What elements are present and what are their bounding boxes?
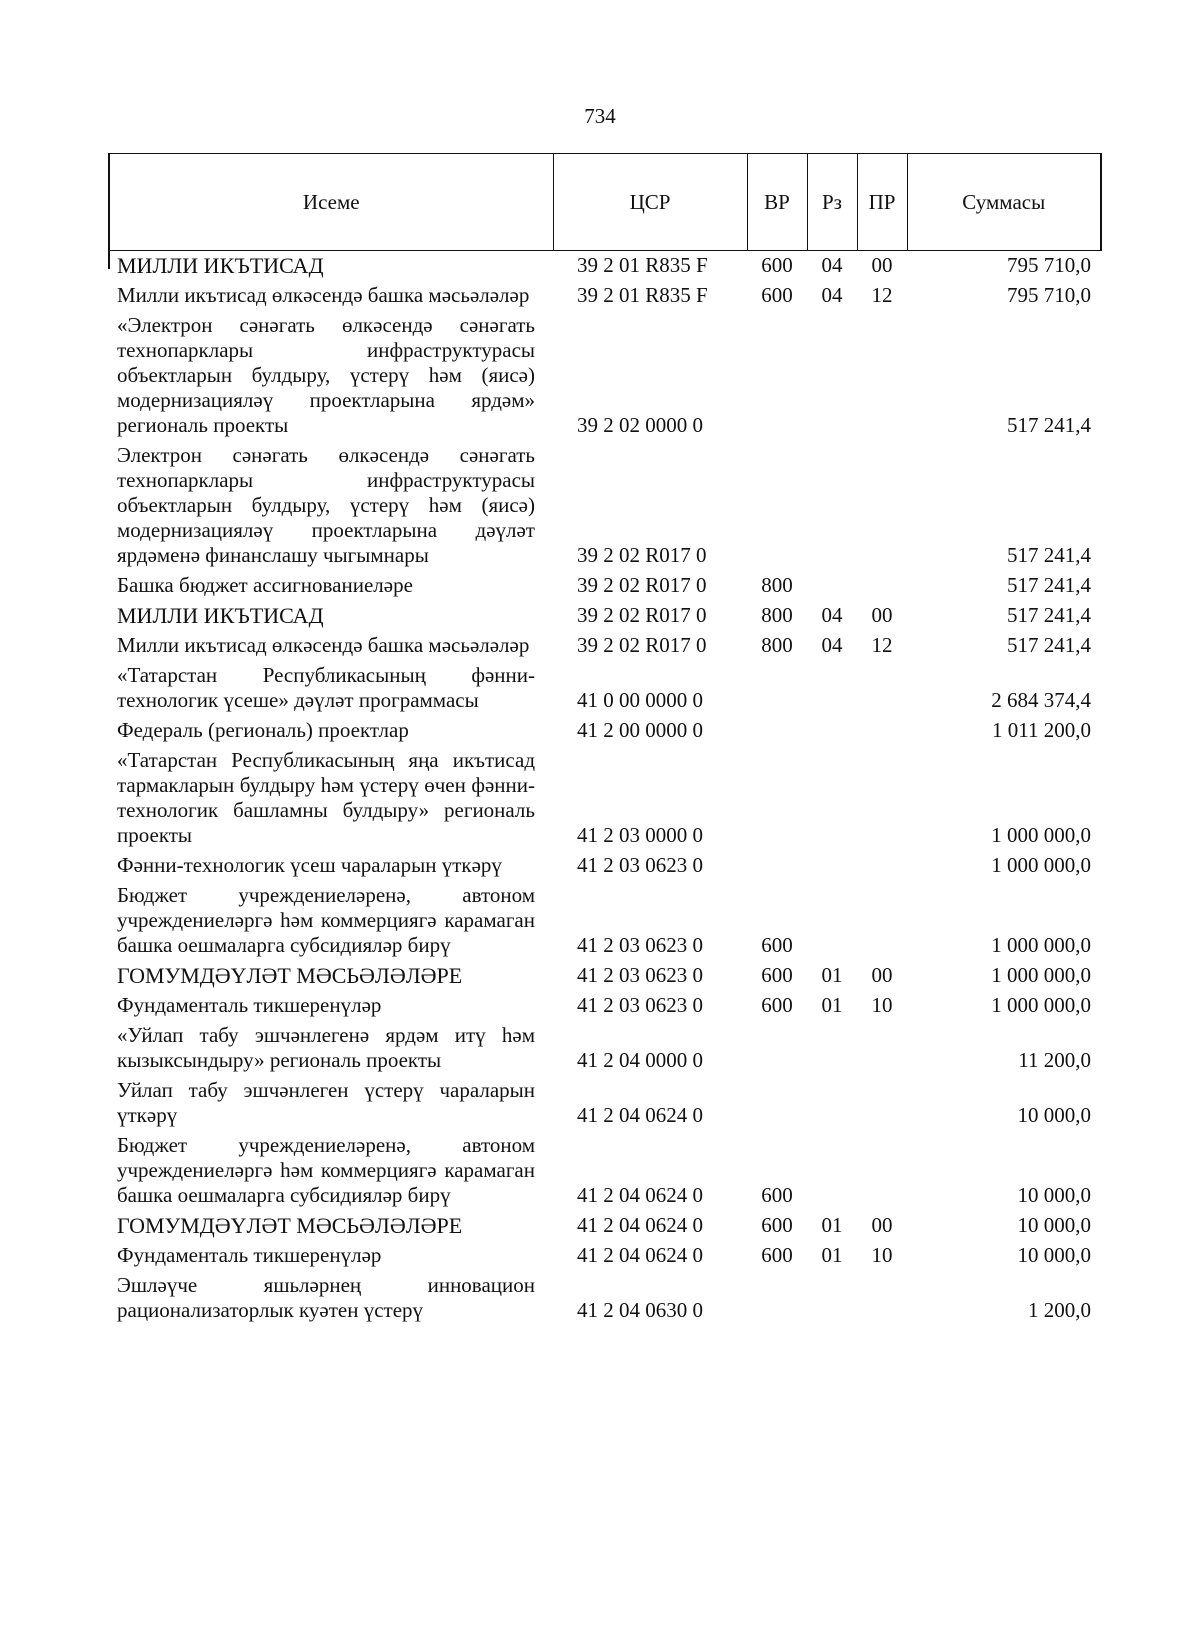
header-csr: ЦСР: [553, 154, 747, 251]
cell-vr: [747, 311, 807, 441]
cell-name: ГОМУМДӘҮЛӘТ МӘСЬӘЛӘЛӘРЕ: [117, 1213, 463, 1238]
cell-csr: 41 2 03 0000 0: [577, 823, 703, 847]
cell-pr: 10: [871, 993, 893, 1017]
cell-name: Фундаменталь тикшеренүләр: [117, 993, 382, 1017]
cell-csr: 41 2 04 0624 0: [577, 1103, 703, 1127]
cell-rz: [807, 1131, 857, 1211]
cell-name: Федераль (региональ) проектлар: [117, 718, 409, 742]
table-row: [109, 716, 1101, 746]
cell-sum: 517 241,4: [1007, 543, 1091, 567]
cell-sum: 1 000 000,0: [991, 993, 1091, 1017]
table-row: [109, 746, 1101, 851]
cell-name: Эшләүче яшьләрнең инновацион рационализаторлык куәтен үстерү: [117, 1273, 535, 1322]
cell-pr: [857, 311, 907, 441]
table-header: [109, 154, 1101, 251]
cell-vr: [747, 661, 807, 716]
cell-sum: 2 684 374,4: [991, 688, 1091, 712]
cell-vr: 600: [761, 1243, 793, 1267]
table-row: [109, 631, 1101, 661]
cell-pr: [857, 1021, 907, 1076]
cell-vr: 600: [761, 933, 793, 957]
cell-name: ГОМУМДӘҮЛӘТ МӘСЬӘЛӘЛӘРЕ: [117, 963, 463, 988]
cell-rz: [807, 571, 857, 601]
table-row: [109, 1271, 1101, 1326]
budget-table: [108, 153, 1102, 1326]
table-row: [109, 1021, 1101, 1076]
budget-table-container: [108, 153, 1100, 1326]
table-row: [109, 281, 1101, 311]
cell-sum: 10 000,0: [1017, 1103, 1091, 1127]
cell-rz: [807, 311, 857, 441]
cell-rz: [807, 661, 857, 716]
cell-csr: 41 2 04 0624 0: [577, 1243, 703, 1267]
cell-name: Уйлап табу эшчәнлеген үстерү чараларын үткәрү: [117, 1078, 535, 1127]
cell-pr: [857, 661, 907, 716]
cell-rz: 01: [821, 1213, 843, 1237]
table-row: [109, 441, 1101, 571]
cell-sum: 10 000,0: [1017, 1213, 1091, 1237]
cell-name: МИЛЛИ ИКЪТИСАД: [117, 253, 324, 278]
cell-vr: 600: [761, 1183, 793, 1207]
cell-pr: 10: [871, 1243, 893, 1267]
page-number: 734: [584, 104, 616, 128]
cell-vr: [747, 1076, 807, 1131]
cell-vr: [747, 716, 807, 746]
cell-rz: 01: [821, 993, 843, 1017]
cell-sum: 10 000,0: [1017, 1183, 1091, 1207]
cell-pr: [857, 881, 907, 961]
cell-pr: [857, 441, 907, 571]
cell-name: Бюджет учреждениеләренә, автоном учреждениеләргә һәм коммерциягә карамаган башка оешмаларга субсидияләр бирү: [117, 883, 535, 957]
cell-rz: 04: [821, 633, 843, 657]
cell-name: «Татарстан Республикасының яңа икътисад тармакларын булдыру һәм үстерү өчен фәнни-технологик башламны булдыру» региональ проекты: [117, 748, 535, 847]
cell-sum: 1 000 000,0: [991, 963, 1091, 987]
header-pr: ПР: [857, 154, 907, 251]
cell-sum: 1 000 000,0: [991, 933, 1091, 957]
cell-vr: [747, 851, 807, 881]
cell-csr: 39 2 02 R017 0: [577, 573, 707, 597]
cell-rz: 04: [821, 283, 843, 307]
cell-name: МИЛЛИ ИКЪТИСАД: [117, 603, 324, 628]
cell-csr: 41 2 00 0000 0: [577, 718, 703, 742]
header-vr: ВР: [747, 154, 807, 251]
table-row: [109, 661, 1101, 716]
table-row: [109, 991, 1101, 1021]
table-row: [109, 311, 1101, 441]
cell-pr: [857, 746, 907, 851]
cell-pr: 12: [871, 633, 893, 657]
cell-csr: 41 2 04 0624 0: [577, 1213, 703, 1237]
cell-pr: 00: [871, 1213, 893, 1237]
cell-vr: 600: [761, 993, 793, 1017]
cell-sum: 795 710,0: [1007, 253, 1091, 277]
cell-pr: [857, 1076, 907, 1131]
cell-name: «Татарстан Республикасының фәнни-технологик үсеше» дәүләт программасы: [117, 663, 535, 712]
cell-vr: 600: [761, 1213, 793, 1237]
cell-sum: 11 200,0: [1018, 1048, 1091, 1072]
cell-rz: [807, 881, 857, 961]
table-row: [109, 601, 1101, 631]
cell-name: Фәнни-технологик үсеш чараларын үткәрү: [117, 853, 502, 877]
cell-rz: [807, 1271, 857, 1326]
cell-name: Милли икътисад өлкәсендә башка мәсьәләләр: [117, 633, 530, 657]
cell-csr: 41 2 04 0630 0: [577, 1298, 703, 1322]
table-row: [109, 961, 1101, 991]
cell-pr: [857, 716, 907, 746]
cell-vr: [747, 1271, 807, 1326]
cell-csr: 39 2 02 R017 0: [577, 543, 707, 567]
cell-rz: 04: [821, 603, 843, 627]
table-row: [109, 571, 1101, 601]
cell-name: «Уйлап табу эшчәнлегенә ярдәм итү һәм кызыксындыру» региональ проекты: [117, 1023, 535, 1072]
cell-vr: 800: [761, 603, 793, 627]
cell-vr: [747, 746, 807, 851]
table-row: [109, 251, 1101, 282]
cell-csr: 39 2 02 0000 0: [577, 413, 703, 437]
cell-rz: [807, 851, 857, 881]
table-row: [109, 1076, 1101, 1131]
cell-rz: [807, 441, 857, 571]
cell-rz: [807, 1021, 857, 1076]
cell-pr: [857, 851, 907, 881]
cell-sum: 517 241,4: [1007, 573, 1091, 597]
cell-pr: 12: [871, 283, 893, 307]
cell-rz: [807, 746, 857, 851]
cell-sum: 517 241,4: [1007, 633, 1091, 657]
header-sum: Суммасы: [907, 154, 1101, 251]
cell-vr: [747, 441, 807, 571]
cell-pr: [857, 1131, 907, 1211]
table-row: [109, 1211, 1101, 1241]
cell-sum: 795 710,0: [1007, 283, 1091, 307]
cell-csr: 41 2 03 0623 0: [577, 933, 703, 957]
cell-rz: 01: [821, 1243, 843, 1267]
cell-sum: 1 200,0: [1028, 1298, 1091, 1322]
table-row: [109, 1131, 1101, 1211]
cell-pr: 00: [871, 253, 893, 277]
cell-vr: 600: [761, 963, 793, 987]
cell-name: «Электрон сәнәгать өлкәсендә сәнәгать технопарклары инфраструктурасы объектларын булдыру, үстерү һәм (яисә) модернизацияләү проектларына ярдәм» региональ проекты: [117, 313, 535, 437]
header-name: Исеме: [109, 154, 553, 251]
cell-name: Электрон сәнәгать өлкәсендә сәнәгать технопарклары инфраструктурасы объектларын булдыру, үстерү һәм (яисә) модернизацияләү проектларына дәүләт ярдәменә финанслашу чыгымнары: [117, 443, 535, 567]
header-rz: Рз: [807, 154, 857, 251]
cell-sum: 517 241,4: [1007, 603, 1091, 627]
cell-rz: 04: [821, 253, 843, 277]
cell-sum: 1 000 000,0: [991, 853, 1091, 877]
cell-sum: 10 000,0: [1017, 1243, 1091, 1267]
cell-name: Милли икътисад өлкәсендә башка мәсьәләләр: [117, 283, 530, 307]
cell-vr: 800: [761, 633, 793, 657]
cell-sum: 1 000 000,0: [991, 823, 1091, 847]
cell-pr: [857, 571, 907, 601]
cell-sum: 517 241,4: [1007, 413, 1091, 437]
table-row: [109, 1241, 1101, 1271]
cell-csr: 39 2 01 R835 F: [577, 253, 708, 277]
cell-csr: 41 0 00 0000 0: [577, 688, 703, 712]
cell-pr: 00: [871, 963, 893, 987]
cell-vr: 600: [761, 283, 793, 307]
cell-vr: [747, 1021, 807, 1076]
cell-csr: 41 2 04 0624 0: [577, 1183, 703, 1207]
cell-csr: 41 2 04 0000 0: [577, 1048, 703, 1072]
cell-name: Башка бюджет ассигнованиеләре: [117, 573, 413, 597]
cell-name: Фундаменталь тикшеренүләр: [117, 1243, 382, 1267]
header-row: [109, 154, 1101, 251]
cell-csr: 41 2 03 0623 0: [577, 993, 703, 1017]
cell-vr: 600: [761, 253, 793, 277]
cell-rz: [807, 1076, 857, 1131]
cell-csr: 39 2 01 R835 F: [577, 283, 708, 307]
cell-pr: [857, 1271, 907, 1326]
table-row: [109, 851, 1101, 881]
cell-pr: 00: [871, 603, 893, 627]
table-row: [109, 881, 1101, 961]
cell-sum: 1 011 200,0: [992, 718, 1091, 742]
cell-rz: [807, 716, 857, 746]
cell-name: Бюджет учреждениеләренә, автоном учреждениеләргә һәм коммерциягә карамаган башка оешмаларга субсидияләр бирү: [117, 1133, 535, 1207]
cell-csr: 41 2 03 0623 0: [577, 853, 703, 877]
cell-csr: 39 2 02 R017 0: [577, 603, 707, 627]
cell-csr: 39 2 02 R017 0: [577, 633, 707, 657]
cell-vr: 800: [761, 573, 793, 597]
cell-csr: 41 2 03 0623 0: [577, 963, 703, 987]
left-border-tick: [108, 249, 110, 269]
table-body: [109, 251, 1101, 1327]
cell-rz: 01: [821, 963, 843, 987]
